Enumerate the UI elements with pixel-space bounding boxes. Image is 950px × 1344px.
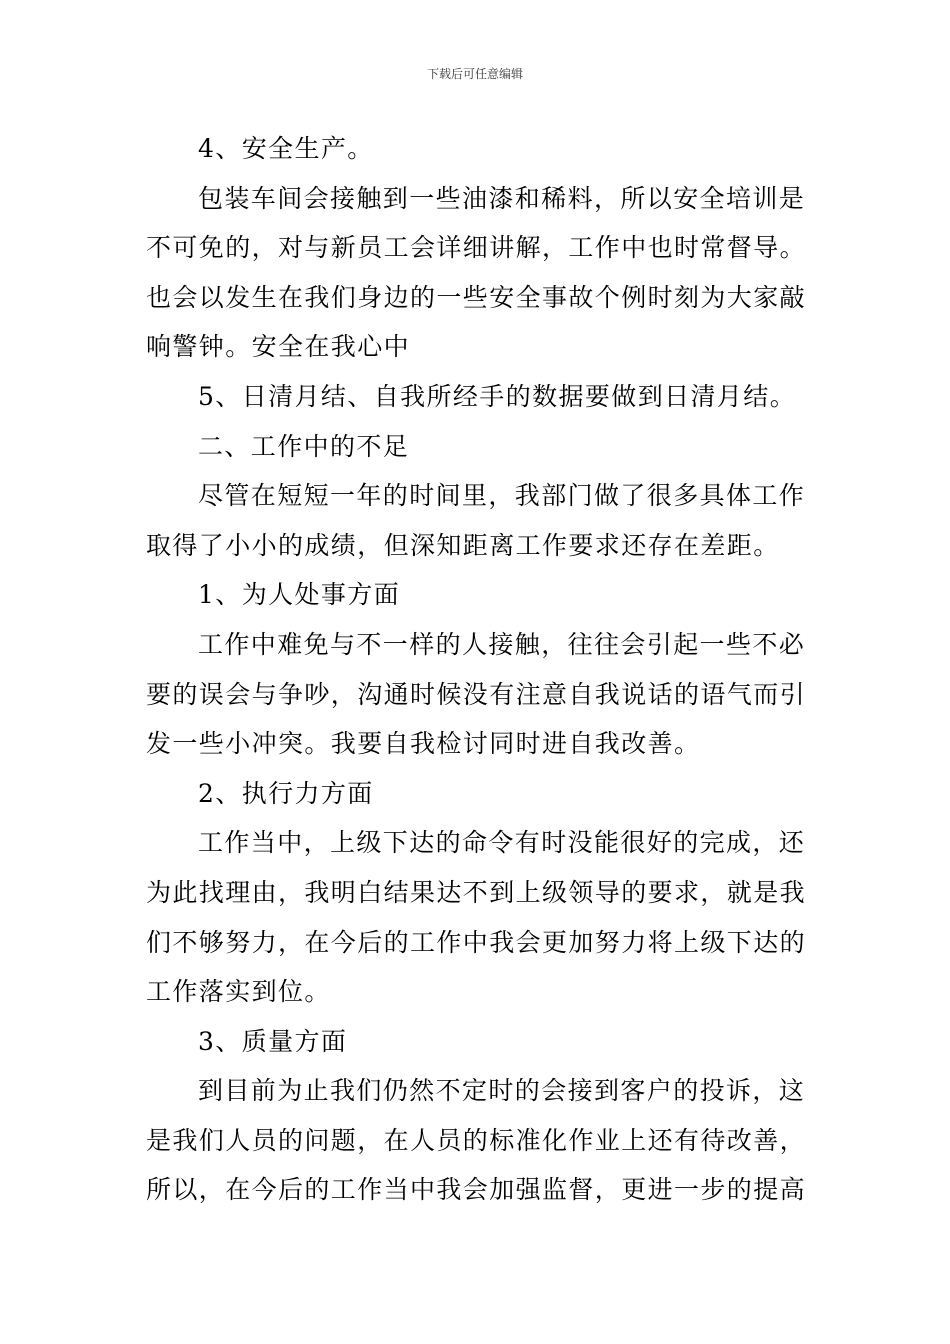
paragraph-line: 工作落实到位。 [146, 977, 331, 1007]
paragraph-line: 尽管在短短一年的时间里，我部门做了很多具体工作 [198, 481, 806, 511]
paragraph-line: 为此找理由，我明白结果达不到上级领导的要求，就是我 [146, 877, 807, 907]
page-header: 下载后可任意编辑 [426, 67, 523, 81]
document-body [146, 124, 812, 1215]
paragraph-line: 到目前为止我们仍然不定时的会接到客户的投诉，这 [198, 1076, 806, 1106]
section-heading-shortcomings: 二、工作中的不足 [198, 431, 410, 461]
paragraph-line: 工作当中，上级下达的命令有时没能很好的完成，还 [198, 828, 806, 858]
paragraph-line: 响警钟。安全在我心中 [146, 332, 411, 362]
paragraph-line: 不可免的，对与新员工会详细讲解，工作中也时常督导。 [146, 233, 807, 263]
paragraph-line: 所以，在今后的工作当中我会加强监督，更进一步的提高 [146, 1175, 807, 1205]
paragraph-line: 发一些小冲突。我要自我检讨同时进自我改善。 [146, 729, 701, 759]
paragraph-line: 取得了小小的成绩，但深知距离工作要求还存在差距。 [146, 530, 780, 560]
section-heading-execution: 2、执行力方面 [198, 778, 374, 808]
paragraph-line: 包装车间会接触到一些油漆和稀料，所以安全培训是 [198, 183, 806, 213]
paragraph-line: 是我们人员的问题，在人员的标准化作业上还有待改善， [146, 1125, 807, 1155]
section-heading-quality: 3、质量方面 [198, 1026, 348, 1056]
paragraph-line: 们不够努力，在今后的工作中我会更加努力将上级下达的 [146, 927, 807, 957]
section-heading-conduct: 1、为人处事方面 [198, 580, 401, 610]
paragraph-line: 工作中难免与不一样的人接触，往往会引起一些不必 [198, 629, 806, 659]
section-heading-daily-settlement: 5、日清月结、自我所经手的数据要做到日清月结。 [198, 381, 797, 411]
section-heading-safety: 4、安全生产。 [198, 134, 374, 163]
paragraph-line: 要的误会与争吵，沟通时候没有注意自我说话的语气而引 [146, 679, 807, 709]
paragraph-line: 也会以发生在我们身边的一些安全事故个例时刻为大家敲 [146, 282, 807, 312]
